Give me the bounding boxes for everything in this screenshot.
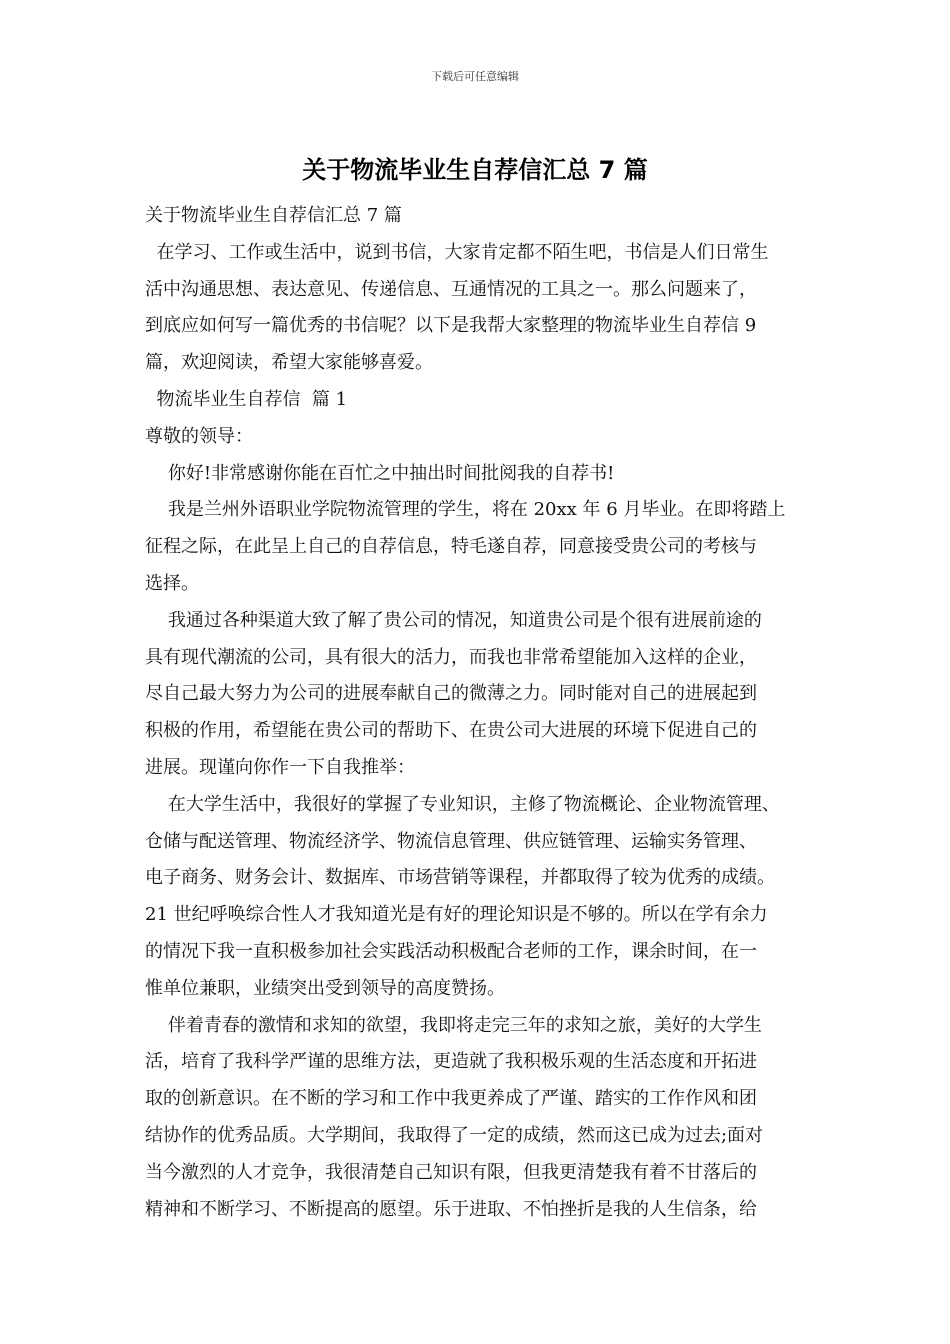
paragraph-line: 选择。 [145, 572, 199, 594]
paragraph-line: 我通过各种渠道大致了解了贵公司的情况，知道贵公司是个很有进展前途的 [145, 609, 762, 631]
paragraph-line: 活中沟通思想、表达意见、传递信息、互通情况的工具之一。那么问题来了， [145, 278, 757, 300]
section-heading: 物流毕业生自荐信 篇 1 [145, 388, 348, 410]
paragraph-line: 仓储与配送管理、物流经济学、物流信息管理、供应链管理、运输实务管理、 [145, 830, 757, 852]
salutation: 尊敬的领导： [145, 425, 253, 447]
paragraph-line: 的情况下我一直积极参加社会实践活动积极配合老师的工作，课余时间，在一 [145, 940, 757, 962]
subtitle-line: 关于物流毕业生自荐信汇总 7 篇 [145, 205, 402, 226]
paragraph-line: 惟单位兼职，业绩突出受到领导的高度赞扬。 [145, 977, 505, 999]
paragraph-line: 取的创新意识。在不断的学习和工作中我更养成了严谨、踏实的工作作风和团 [145, 1088, 757, 1110]
paragraph-line: 活，培育了我科学严谨的思维方法，更造就了我积极乐观的生活态度和开拓进 [145, 1051, 757, 1073]
paragraph-line: 精神和不断学习、不断提高的愿望。乐于进取、不怕挫折是我的人生信条，给 [145, 1198, 757, 1220]
paragraph-line: 到底应如何写一篇优秀的书信呢？以下是我帮大家整理的物流毕业生自荐信 9 [145, 315, 757, 337]
paragraph-line: 结协作的优秀品质。大学期间，我取得了一定的成绩，然而这已成为过去;面对 [145, 1124, 764, 1146]
paragraph-line: 在大学生活中，我很好的掌握了专业知识，主修了物流概论、企业物流管理、 [145, 793, 780, 815]
header-note: 下载后可任意编辑 [431, 70, 519, 83]
paragraph-line: 你好!非常感谢你能在百忙之中抽出时间批阅我的自荐书! [145, 462, 615, 484]
paragraph-line: 积极的作用，希望能在贵公司的帮助下、在贵公司大进展的环境下促进自己的 [145, 720, 757, 742]
paragraph-line: 尽自己最大努力为公司的进展奉献自己的微薄之力。同时能对自己的进展起到 [145, 683, 757, 705]
document-title: 关于物流毕业生自荐信汇总 7 篇 [302, 156, 648, 184]
paragraph-line: 篇，欢迎阅读，希望大家能够喜爱。 [145, 352, 433, 374]
paragraph-line: 我是兰州外语职业学院物流管理的学生，将在 20xx 年 6 月毕业。在即将踏上 [145, 499, 786, 521]
paragraph-line: 在学习、工作或生活中，说到书信，大家肯定都不陌生吧，书信是人们日常生 [145, 241, 769, 263]
document-body [145, 198, 825, 1228]
paragraph-line: 具有现代潮流的公司，具有很大的活力，而我也非常希望能加入这样的企业， [145, 646, 757, 668]
paragraph-line: 征程之际，在此呈上自己的自荐信息，特毛遂自荐，同意接受贵公司的考核与 [145, 536, 757, 558]
paragraph-line: 伴着青春的激情和求知的欲望，我即将走完三年的求知之旅，美好的大学生 [145, 1014, 762, 1036]
paragraph-line: 21 世纪呼唤综合性人才我知道光是有好的理论知识是不够的。所以在学有余力 [145, 904, 768, 926]
paragraph-line: 电子商务、财务会计、数据库、市场营销等课程，并都取得了较为优秀的成绩。 [145, 867, 775, 889]
paragraph-line: 进展。现谨向你作一下自我推举： [145, 756, 415, 778]
paragraph-line: 当今激烈的人才竞争，我很清楚自己知识有限，但我更清楚我有着不甘落后的 [145, 1161, 757, 1183]
